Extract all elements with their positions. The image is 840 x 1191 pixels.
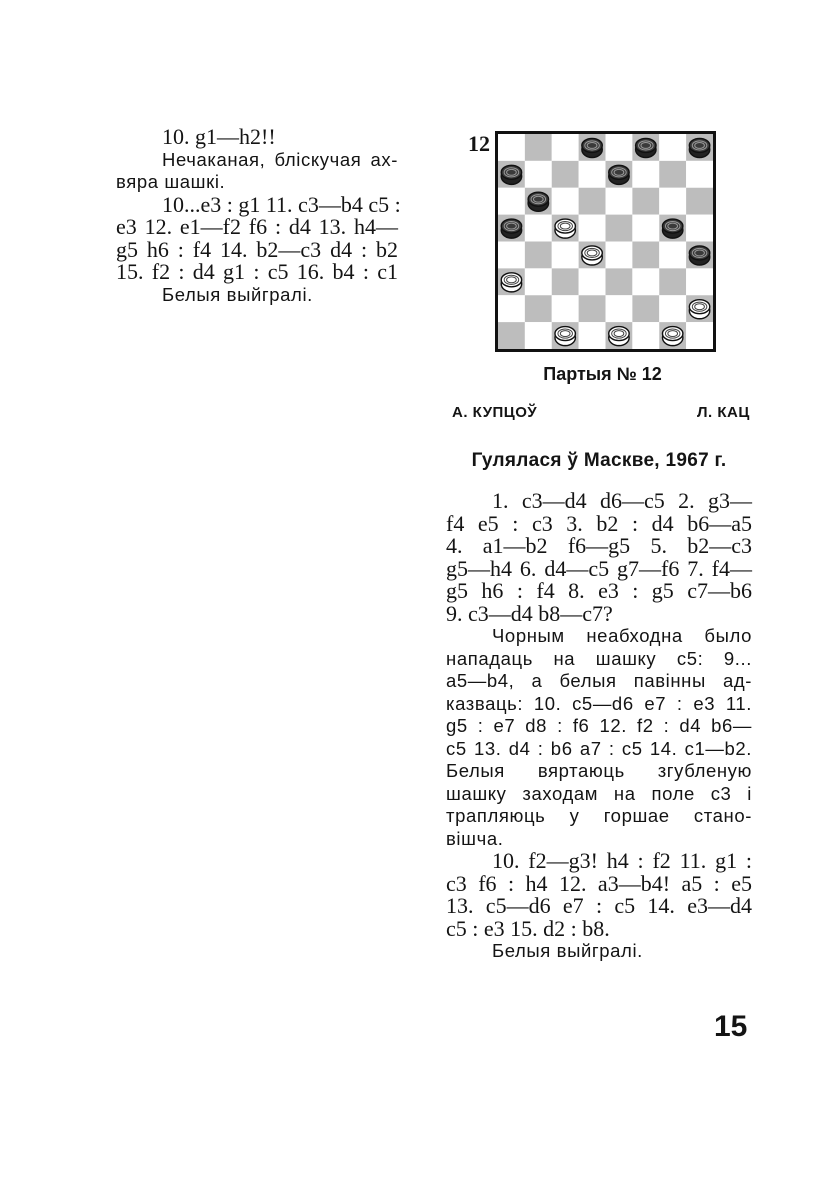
- black-checker: [636, 138, 656, 157]
- result-line: Белыя выйгралі.: [162, 283, 313, 305]
- board-square: [498, 188, 525, 215]
- notation-line: Белыя вяртаюць згубленую: [446, 760, 752, 781]
- board-square: [579, 322, 606, 349]
- comment-line: вяра шашкі.: [116, 171, 226, 192]
- board-square: [579, 295, 606, 322]
- white-checker: [582, 246, 602, 265]
- black-checker: [582, 138, 602, 157]
- board-square: [632, 215, 659, 242]
- page-number: 15: [714, 1010, 748, 1043]
- player-black: Л. КАЦ: [697, 404, 750, 421]
- board-square: [632, 268, 659, 295]
- checkers-diagram: [495, 131, 716, 352]
- notation-line: 9. c3—d4 b8—c7?: [446, 600, 613, 626]
- notation-line: казваць: 10. c5—d6 e7 : e3 11.: [446, 692, 752, 714]
- black-checker: [662, 219, 682, 238]
- board-square: [498, 295, 525, 322]
- notation-line: шашку заходам на поле c3 і: [446, 782, 752, 804]
- board-square: [606, 295, 633, 322]
- board-square: [552, 188, 579, 215]
- board-square: [686, 268, 713, 295]
- board-square: [632, 242, 659, 269]
- white-checker: [555, 219, 575, 238]
- board-square: [686, 215, 713, 242]
- board-square: [498, 322, 525, 349]
- board-square: [498, 242, 525, 269]
- board-square: [606, 268, 633, 295]
- board-square: [632, 161, 659, 188]
- white-checker: [555, 327, 575, 346]
- board-square: [579, 215, 606, 242]
- board-square: [606, 215, 633, 242]
- board-square: [498, 134, 525, 161]
- board-square: [525, 242, 552, 269]
- board-square: [659, 242, 686, 269]
- board-square: [579, 161, 606, 188]
- board-square: [606, 134, 633, 161]
- moves-line: g5 h6 : f4 14. b2—c3 d4 : b2: [116, 236, 398, 262]
- notation-line: c3 f6 : h4 12. a3—b4! a5 : e5: [446, 870, 752, 896]
- board-square: [525, 322, 552, 349]
- left-column: [116, 124, 401, 306]
- checkers-board: [498, 134, 713, 349]
- notation-line: a5—b4, а белыя павінны ад-: [446, 670, 752, 691]
- diagram-number: 12: [468, 131, 490, 156]
- board-square: [552, 161, 579, 188]
- board-square: [632, 322, 659, 349]
- notation-line: нападаць на шашку c5: 9...: [446, 647, 752, 669]
- board-square: [552, 268, 579, 295]
- white-checker: [501, 273, 521, 292]
- notation-line: f4 e5 : c3 3. b2 : d4 b6—a5: [446, 510, 752, 536]
- notation-line: 4. a1—b2 f6—g5 5. b2—c3: [446, 533, 752, 558]
- board-square: [552, 295, 579, 322]
- notation-line: c5 13. d4 : b6 a7 : c5 14. c1—b2.: [446, 737, 752, 759]
- board-square: [525, 161, 552, 188]
- notation-line: вішча.: [446, 827, 504, 849]
- notation-line: g5—h4 6. d4—c5 g7—f6 7. f4—: [446, 555, 752, 581]
- board-square: [686, 322, 713, 349]
- game-place: Гулялася ў Маскве, 1967 г.: [471, 450, 727, 471]
- black-checker: [689, 246, 709, 265]
- board-square: [659, 134, 686, 161]
- notation-line: c5 : e3 15. d2 : b8.: [446, 915, 610, 941]
- board-square: [552, 134, 579, 161]
- board-square: [606, 188, 633, 215]
- notation-line: 13. c5—d6 e7 : c5 14. e3—d4: [446, 893, 752, 918]
- board-square: [632, 188, 659, 215]
- white-checker: [609, 327, 629, 346]
- board-square: [525, 268, 552, 295]
- board-square: [606, 242, 633, 269]
- notation-line: 10. f2—g3! h4 : f2 11. g1 :: [492, 848, 752, 873]
- notation-line: 1. c3—d4 d6—c5 2. g3—: [492, 488, 752, 513]
- key-move: 10. g1—h2!!: [162, 124, 276, 149]
- black-checker: [501, 165, 521, 184]
- moves-line: 15. f2 : d4 g1 : c5 16. b4 : c1: [116, 259, 398, 284]
- black-checker: [609, 165, 629, 184]
- notation-line: g5 : e7 d8 : f6 12. f2 : d4 b6—: [446, 715, 752, 736]
- board-square: [525, 215, 552, 242]
- notation-line: трапляюць у горшае стано-: [446, 805, 752, 826]
- moves-line: e3 12. e1—f2 f6 : d4 13. h4—: [116, 214, 398, 239]
- notation-line: Чорным неабходна было: [492, 625, 752, 646]
- game-title: Партыя № 12: [543, 364, 662, 384]
- board-square: [632, 295, 659, 322]
- moves-line: 10...e3 : g1 11. c3—b4 c5 :: [162, 191, 401, 217]
- notation-line: g5 h6 : f4 8. e3 : g5 c7—b6: [446, 578, 752, 603]
- white-checker: [689, 300, 709, 319]
- black-checker: [501, 219, 521, 238]
- black-checker: [689, 138, 709, 157]
- board-square: [552, 242, 579, 269]
- notation-line: Белыя выйгралі.: [492, 940, 643, 961]
- board-square: [525, 295, 552, 322]
- black-checker: [528, 192, 548, 211]
- board-square: [659, 295, 686, 322]
- game-notation: [446, 490, 752, 963]
- board-square: [525, 134, 552, 161]
- board-square: [659, 161, 686, 188]
- board-square: [579, 268, 606, 295]
- player-white: А. КУПЦОЎ: [452, 404, 538, 421]
- board-square: [686, 161, 713, 188]
- board-square: [659, 268, 686, 295]
- board-square: [579, 188, 606, 215]
- white-checker: [662, 327, 682, 346]
- board-square: [659, 188, 686, 215]
- board-square: [686, 188, 713, 215]
- comment-line: Нечаканая, бліскучая ах-: [162, 148, 398, 170]
